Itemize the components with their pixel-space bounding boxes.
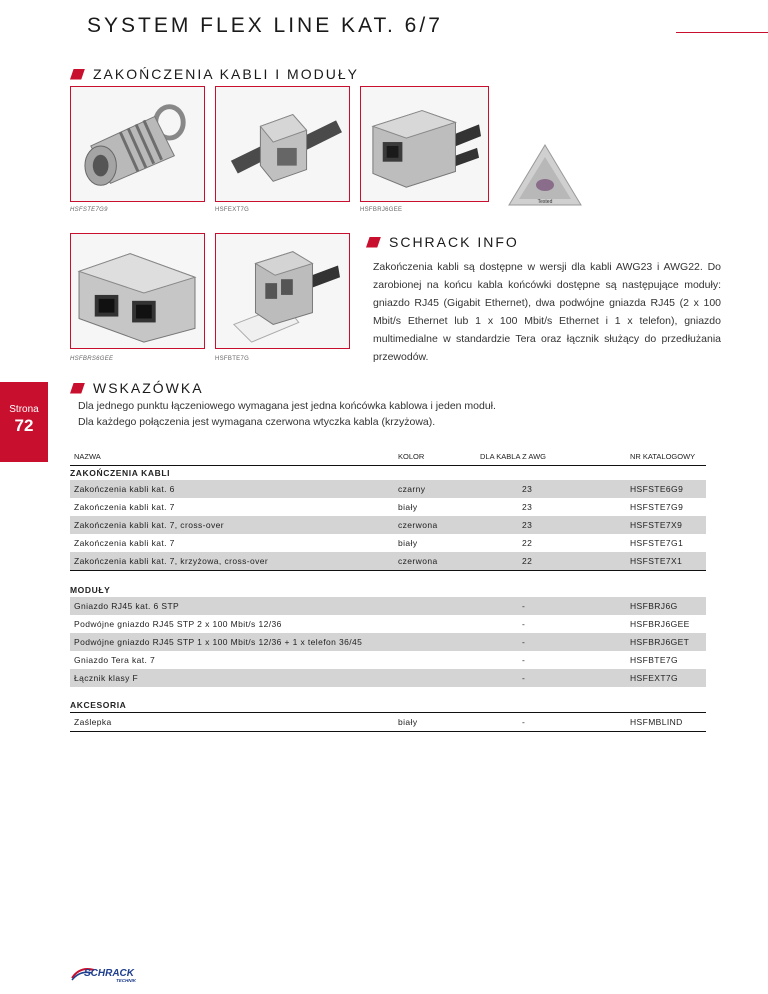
page-number: 72 (14, 416, 34, 435)
table-row (70, 651, 706, 669)
page-label: Strona (9, 404, 39, 415)
tested-badge-icon (507, 143, 583, 209)
image-caption: HSFEXT7G (215, 207, 250, 213)
logo-text: SCHRACK (84, 968, 134, 979)
product-image-hsfste7g9 (70, 86, 205, 202)
section-heading-tip (70, 380, 204, 396)
column-header-catalog: NR KATALOGOWY (630, 452, 696, 461)
table-divider (70, 731, 706, 732)
cell-awg: 23 (522, 520, 533, 530)
schrack-logo-icon (70, 964, 142, 984)
cell-awg: - (522, 601, 526, 611)
cell-awg: 22 (522, 538, 533, 548)
cell-name: Zakończenia kabli kat. 7, krzyżowa, cross-over (74, 556, 269, 566)
product-image-hsfbrs6gee (70, 233, 205, 349)
tip-line: Dla każdego połączenia jest wymagana czerwona wtyczka kabla (krzyżowa). (78, 416, 436, 428)
cell-name: Zaślepka (74, 717, 112, 727)
cell-catalog: HSFBTE7G (630, 655, 679, 665)
image-caption: HSFBRS6GEE (70, 356, 114, 362)
table-row (70, 516, 706, 534)
cell-awg: - (522, 619, 526, 629)
table-row (70, 615, 706, 633)
cell-name: Zakończenia kabli kat. 7, cross-over (74, 520, 224, 530)
tip-line: Dla jednego punktu łączeniowego wymagana jest jedna końcówka kablowa i jeden moduł. (78, 400, 496, 412)
section-title: SCHRACK INFO (389, 234, 519, 250)
column-header-name: NAZWA (74, 452, 101, 461)
cell-color: czerwona (398, 520, 438, 530)
cell-catalog: HSFSTE7G9 (630, 502, 684, 512)
cell-awg: - (522, 717, 526, 727)
cell-awg: - (522, 655, 526, 665)
table-group-title: AKCESORIA (70, 700, 127, 710)
title-rule (676, 32, 768, 33)
cell-catalog: HSFSTE7G1 (630, 538, 684, 548)
cell-awg: 23 (522, 502, 533, 512)
column-header-color: KOLOR (398, 452, 425, 461)
product-image-hsfbte7g (215, 233, 350, 349)
table-row (70, 597, 706, 615)
cell-name: Podwójne gniazdo RJ45 STP 2 x 100 Mbit/s 12/36 (74, 619, 282, 629)
cell-catalog: HSFEXT7G (630, 673, 679, 683)
cell-catalog: HSFSTE7X9 (630, 520, 683, 530)
section-marker-icon (70, 383, 85, 394)
image-caption: HSFBTE7G (215, 356, 250, 362)
table-divider (70, 570, 706, 571)
page-title: SYSTEM FLEX LINE KAT. 6/7 (87, 14, 443, 37)
table-row (70, 669, 706, 687)
cell-catalog: HSFSTE6G9 (630, 484, 684, 494)
cell-catalog: HSFBRJ6G (630, 601, 678, 611)
page-number-tab (0, 382, 48, 462)
table-row (70, 534, 706, 552)
cell-awg: - (522, 673, 526, 683)
logo-subtext: TECHNIK (116, 978, 136, 983)
cell-awg: 22 (522, 556, 533, 566)
tip-text (78, 398, 496, 430)
section-heading-modules (70, 66, 359, 82)
cell-name: Zakończenia kabli kat. 6 (74, 484, 175, 494)
cell-name: Gniazdo Tera kat. 7 (74, 655, 156, 665)
cell-name: Zakończenia kabli kat. 7 (74, 502, 175, 512)
cell-name: Podwójne gniazdo RJ45 STP 1 x 100 Mbit/s 12/36 + 1 x telefon 36/45 (74, 637, 363, 647)
cell-catalog: HSFSTE7X1 (630, 556, 683, 566)
table-group-title: ZAKOŃCZENIA KABLI (70, 468, 171, 478)
cell-name: Gniazdo RJ45 kat. 6 STP (74, 601, 180, 611)
cell-catalog: HSFBRJ6GEE (630, 619, 690, 629)
table-group-title: MODUŁY (70, 585, 111, 595)
table-row (70, 713, 706, 731)
column-header-awg: DLA KABLA Z AWG (480, 452, 546, 461)
cell-awg: - (522, 637, 526, 647)
section-title: WSKAZÓWKA (93, 380, 204, 396)
cell-color: czerwona (398, 556, 438, 566)
section-title: ZAKOŃCZENIA KABLI I MODUŁY (93, 66, 359, 82)
info-paragraph: Zakończenia kabli są dostępne w wersji dla kabli AWG23 i AWG22. Do zarobionej na końcu kabla końcówki dostępne są następujące moduły: gniazdo RJ45 (Gigabit Ethernet), dwa podwójne gniazda RJ45 (2 x 100 Mbit/s Ethernet lub 1 x 100 Mbit/s Ethernet i 1 x telefon), gniazdo multimedialne w standardzie Tera oraz łącznik służący do przedłużania przewodów. (373, 261, 721, 363)
cell-catalog: HSFBRJ6GET (630, 637, 690, 647)
table-row (70, 498, 706, 516)
cell-name: Zakończenia kabli kat. 7 (74, 538, 175, 548)
image-caption: HSFBRJ6GEE (360, 207, 403, 213)
image-caption: HSFSTE7G9 (70, 207, 108, 213)
cell-color: biały (398, 717, 418, 727)
cell-name: Łącznik klasy F (74, 673, 139, 683)
cell-color: biały (398, 502, 418, 512)
table-header (70, 446, 706, 466)
cell-color: czarny (398, 484, 426, 494)
section-heading-info (366, 234, 519, 250)
section-marker-icon (70, 69, 85, 80)
product-image-hsfbrj6gee (360, 86, 489, 202)
cell-catalog: HSFMBLIND (630, 717, 683, 727)
badge-text: Tested (537, 199, 553, 205)
cell-color: biały (398, 538, 418, 548)
section-marker-icon (366, 237, 381, 248)
table-row (70, 633, 706, 651)
table-row (70, 480, 706, 498)
table-row (70, 552, 706, 570)
cell-awg: 23 (522, 484, 533, 494)
product-image-hsfext7g (215, 86, 350, 202)
